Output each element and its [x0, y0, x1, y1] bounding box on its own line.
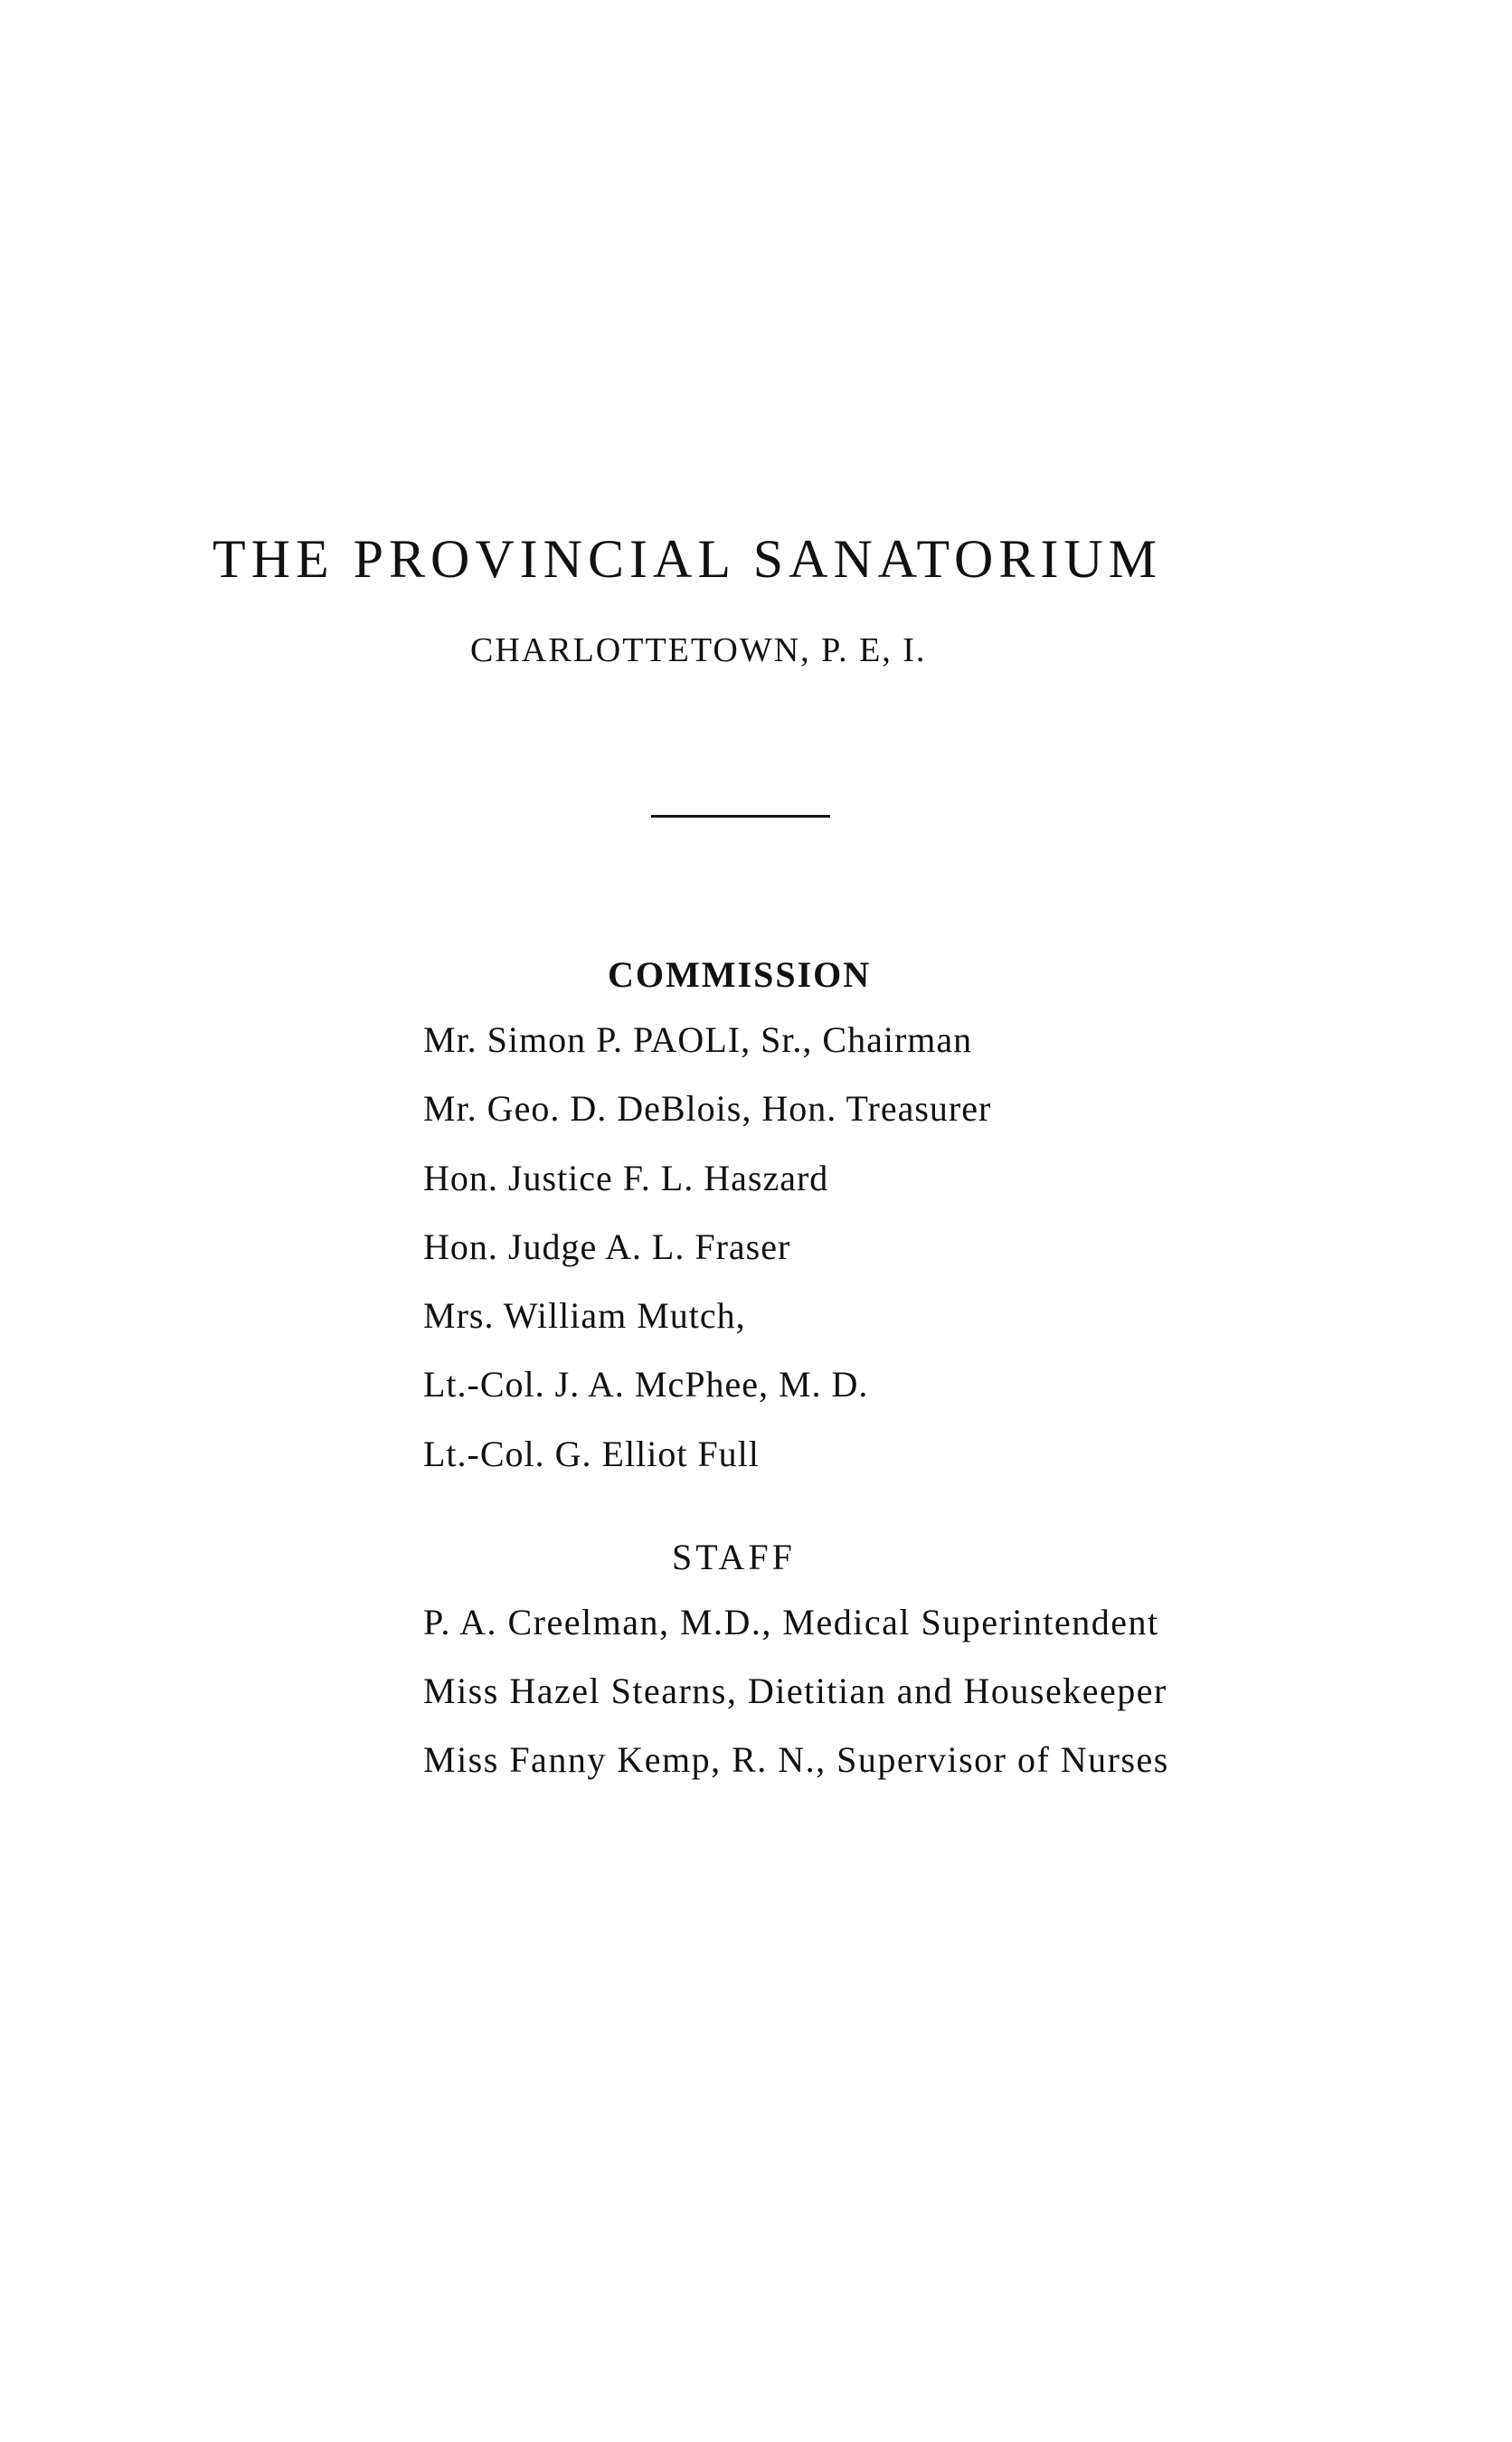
list-item: Lt.-Col. G. Elliot Full: [423, 1433, 760, 1474]
list-item: Mr. Simon P. PAOLI, Sr., Chairman: [423, 1019, 973, 1060]
list-item: Hon. Justice F. L. Haszard: [423, 1157, 829, 1198]
commission-list: [423, 1019, 992, 1505]
page-title: THE PROVINCIAL SANATORIUM: [213, 529, 1163, 589]
list-item: Hon. Judge A. L. Fraser: [423, 1226, 791, 1267]
staff-heading: STAFF: [672, 1537, 796, 1577]
list-item: Miss Hazel Stearns, Dietitian and Housekeeper: [423, 1671, 1167, 1711]
page-subtitle: CHARLOTTETOWN, P. E, I.: [470, 631, 927, 669]
staff-list: [423, 1604, 1169, 1811]
list-item: Lt.-Col. J. A. McPhee, M. D.: [423, 1364, 869, 1406]
section-divider: [651, 815, 830, 818]
list-item: Miss Fanny Kemp, R. N., Supervisor of Nurses: [423, 1739, 1169, 1780]
list-item: Mrs. William Mutch,: [423, 1295, 746, 1337]
list-item: Mr. Geo. D. DeBlois, Hon. Treasurer: [423, 1088, 992, 1130]
commission-heading: COMMISSION: [608, 954, 872, 995]
list-item: P. A. Creelman, M.D., Medical Superintendent: [423, 1602, 1159, 1642]
